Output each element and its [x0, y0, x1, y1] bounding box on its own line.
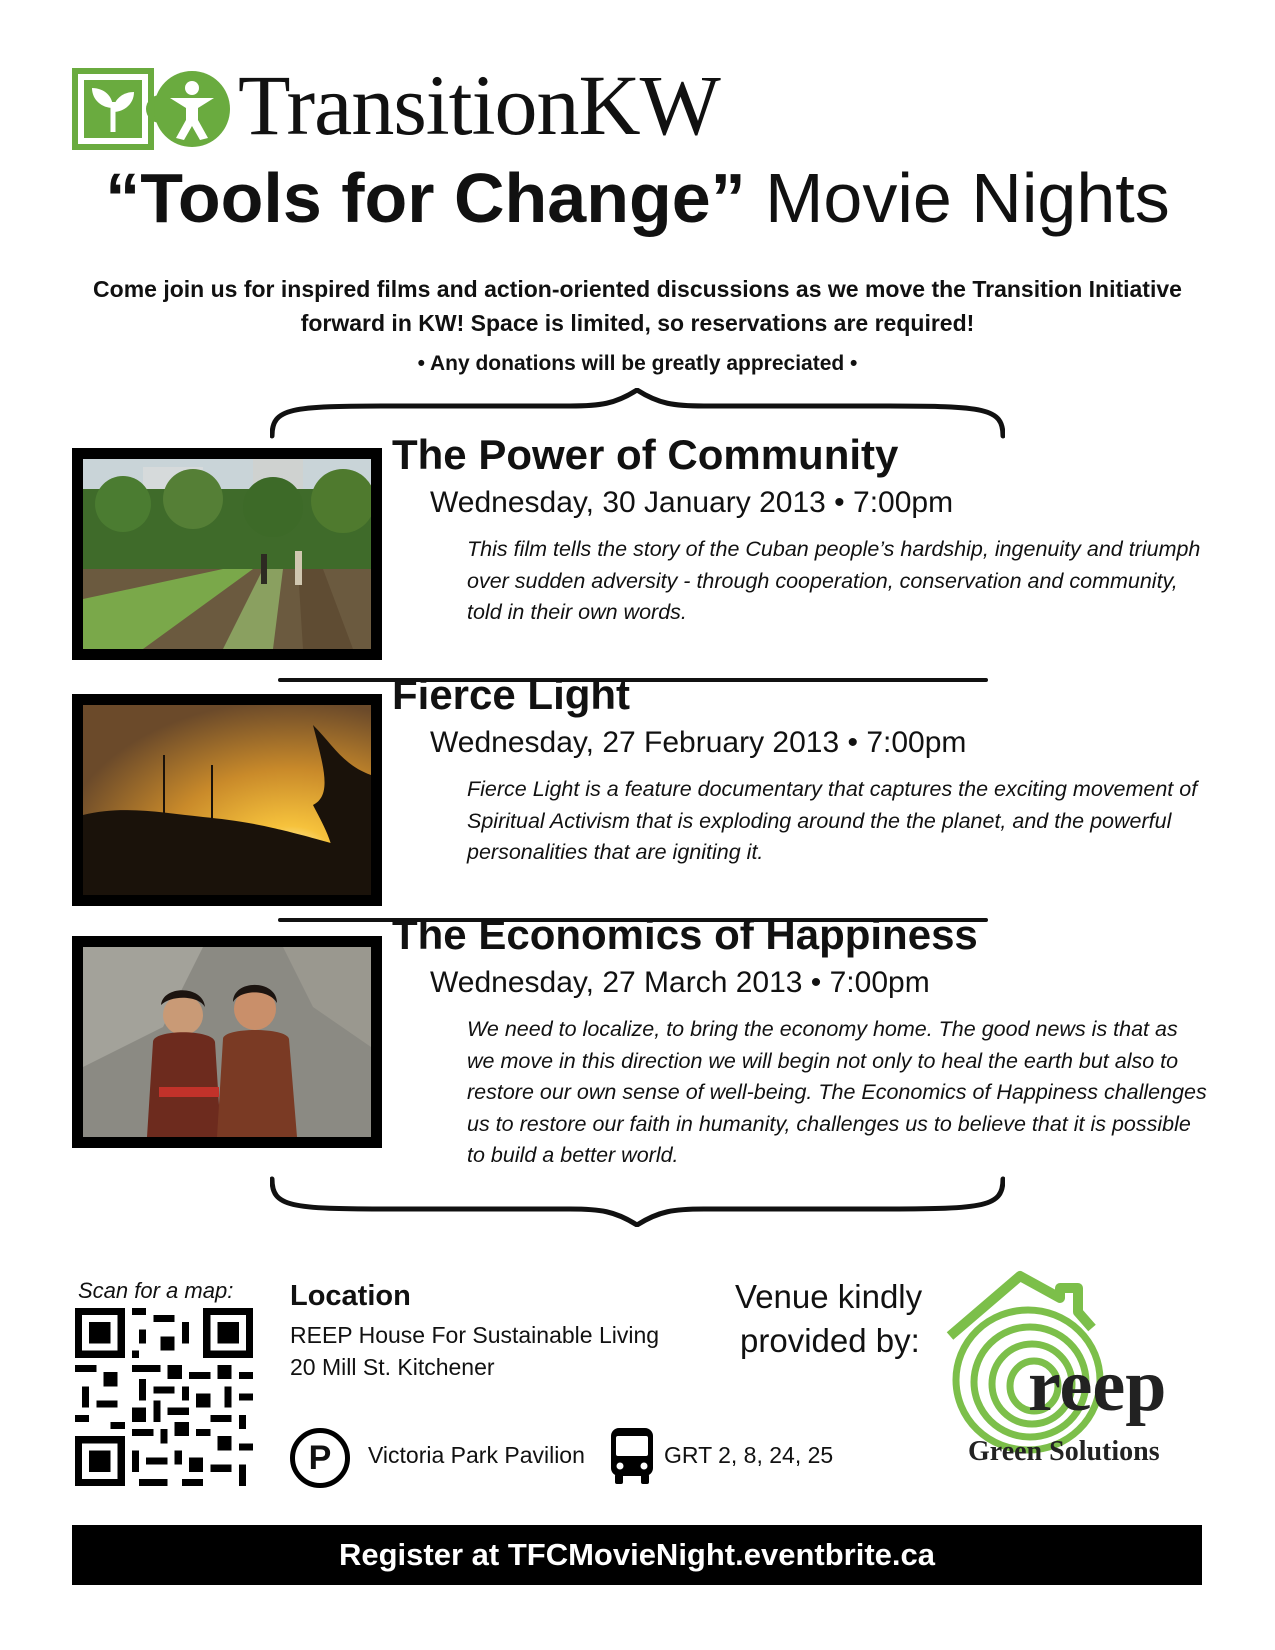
film-photo-power-of-community [72, 448, 382, 660]
film-date: Wednesday, 27 February 2013 • 7:00pm [430, 726, 967, 759]
title-normal: Movie Nights [765, 159, 1170, 237]
location-address: 20 Mill St. Kitchener [290, 1354, 495, 1380]
film-title: The Power of Community [392, 431, 899, 478]
film-title: The Economics of Happiness [392, 911, 978, 958]
bottom-brace-icon [270, 1172, 1005, 1227]
film-photo-economics-of-happiness [72, 936, 382, 1148]
scan-label: Scan for a map: [78, 1278, 234, 1303]
reep-wordmark: reep [1028, 1345, 1167, 1427]
parking-icon: P [290, 1428, 350, 1488]
donation-note: • Any donations will be greatly appreciated • [417, 352, 858, 375]
divider [278, 678, 988, 682]
org-name: TransitionKW [238, 57, 720, 153]
bus-icon [608, 1426, 656, 1486]
intro-text: Come join us for inspired films and action-oriented discussions as we move the Transition Initiative forward in KW! Space is limited, so reservations are required! [93, 276, 1182, 336]
film-description: This film tells the story of the Cuban people’s hardship, ingenuity and triumph over sudden adversity - through cooperation, conservation and community, told in their own words. [467, 537, 1201, 624]
film-description: We need to localize, to bring the economy home. The good news is that as we move in this direction we will begin not only to heal the earth but also to restore our own sense of well-being. The Economics of Happiness challenges us to restore our faith in humanity, challenges us to believe that it is possible to build a better world. [467, 1017, 1207, 1167]
register-banner[interactable]: Register at TFCMovieNight.eventbrite.ca [72, 1525, 1202, 1585]
title-bold: “Tools for Change” [105, 159, 746, 237]
page-title [0, 160, 1275, 237]
film-description: Fierce Light is a feature documentary that captures the exciting movement of Spiritual Activism that is exploding around the the planet, and the powerful personalities that are igniting it. [467, 777, 1198, 864]
location-venue: REEP House For Sustainable Living [290, 1322, 660, 1348]
bus-routes-label: GRT 2, 8, 24, 25 [664, 1442, 834, 1468]
location-heading: Location [290, 1280, 411, 1312]
parking-label: Victoria Park Pavilion [368, 1442, 585, 1468]
film-date: Wednesday, 30 January 2013 • 7:00pm [430, 486, 954, 519]
venue-credit-line2: provided by: [740, 1322, 920, 1359]
reep-tagline: Green Solutions [968, 1436, 1160, 1467]
film-title: Fierce Light [392, 671, 631, 718]
film-photo-fierce-light [72, 694, 382, 906]
qr-code-icon[interactable] [75, 1308, 253, 1486]
transitionkw-logo-icon [72, 68, 232, 150]
venue-credit-line1: Venue kindly [735, 1278, 923, 1315]
film-date: Wednesday, 27 March 2013 • 7:00pm [430, 966, 930, 999]
